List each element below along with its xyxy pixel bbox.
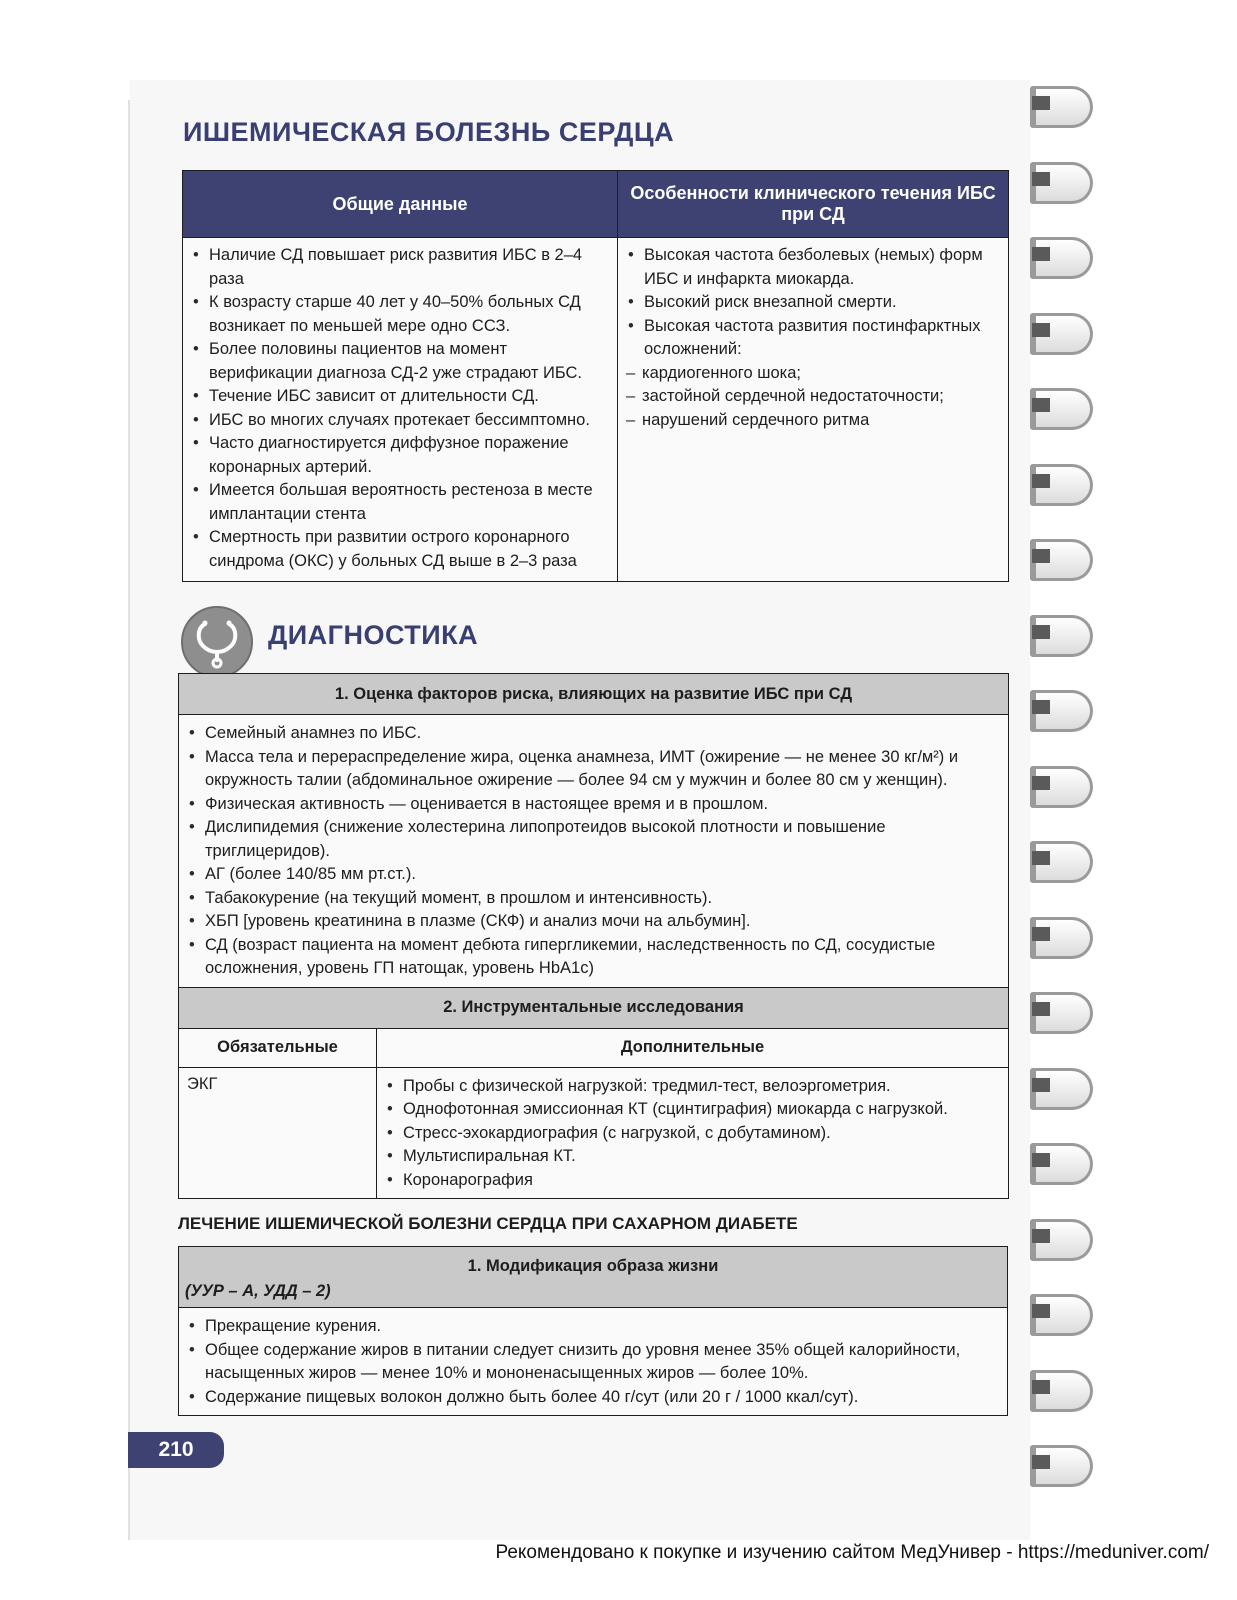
diagnostics-title: ДИАГНОСТИКА <box>268 620 479 650</box>
spiral-ring <box>1030 1441 1086 1487</box>
spiral-ring <box>1030 988 1086 1034</box>
list-item: • Физическая активность — оценивается в настоящее время и в прошлом. <box>185 793 1000 817</box>
spiral-ring <box>1030 1290 1086 1336</box>
risk-factors-header: 1. Оценка факторов риска, влияющих на развитие ИБС при СД <box>179 674 1009 715</box>
spiral-ring <box>1030 837 1086 883</box>
list-item: • АГ (более 140/85 мм рт.ст.). <box>185 863 1000 887</box>
list-item: • Высокий риск внезапной смерти. <box>624 291 1000 315</box>
list-item: • ХБП [уровень креатинина в плазме (СКФ) и анализ мочи на альбумин]. <box>185 910 1000 934</box>
spiral-ring <box>1030 611 1086 657</box>
list-item: • ИБС во многих случаях протекает бессимптомно. <box>189 409 609 433</box>
page-number: 210 <box>128 1432 224 1468</box>
additional-cell <box>377 1067 1009 1199</box>
list-item: • Высокая частота безболевых (немых) форм ИБС и инфаркта миокарда. <box>624 244 1000 291</box>
list-item: • Дислипидемия (снижение холестерина липопротеидов высокой плотности и повышение триглицеридов). <box>185 816 1000 863</box>
treatment-table <box>178 1246 1008 1416</box>
list-item: • Часто диагностируется диффузное поражение коронарных артерий. <box>189 432 609 479</box>
spiral-ring <box>1030 82 1086 128</box>
spiral-ring <box>1030 309 1086 355</box>
required-header: Обязательные <box>179 1028 377 1067</box>
overview-col2-header: Особенности клинического течения ИБС при СД <box>618 171 1009 238</box>
spiral-ring <box>1030 686 1086 732</box>
spiral-ring <box>1030 1139 1086 1185</box>
list-item: • Мультиспиральная КТ. <box>383 1145 1000 1169</box>
spiral-ring <box>1030 913 1086 959</box>
lifestyle-cell <box>179 1308 1008 1416</box>
spiral-ring <box>1030 1064 1086 1110</box>
list-item: • Масса тела и перераспределение жира, оценка анамнеза, ИМТ (ожирение — не менее 30 кг/м²) и окружность талии (абдоминальное ожирение — более 94 см у мужчин и более 80 см у женщин). <box>185 746 1000 793</box>
list-item: • СД (возраст пациента на момент дебюта гипергликемии, наследственность по СД, сосудистые осложнения, уровень ГП натощак, уровень HbA1c) <box>185 934 1000 981</box>
diagnostics-table <box>178 673 1009 1199</box>
list-item: • Пробы с физической нагрузкой: тредмил-тест, велоэргометрия. <box>383 1075 1000 1099</box>
list-item: • К возрасту старше 40 лет у 40–50% больных СД возникает по меньшей мере одно ССЗ. <box>189 291 609 338</box>
page-title: ИШЕМИЧЕСКАЯ БОЛЕЗНЬ СЕРДЦА <box>183 117 675 147</box>
stethoscope-icon <box>181 606 253 678</box>
spiral-ring <box>1030 762 1086 808</box>
spiral-ring <box>1030 233 1086 279</box>
sub-list-item: – нарушений сердечного ритма <box>624 409 1000 433</box>
spiral-ring <box>1030 1215 1086 1261</box>
list-item: • Наличие СД повышает риск развития ИБС в 2–4 раза <box>189 244 609 291</box>
spiral-ring <box>1030 535 1086 581</box>
list-item: • Более половины пациентов на момент верификации диагноза СД-2 уже страдают ИБС. <box>189 338 609 385</box>
spiral-ring <box>1030 1366 1086 1412</box>
list-item: • Прекращение курения. <box>185 1315 999 1339</box>
overview-table <box>182 170 1009 582</box>
list-item: • Содержание пищевых волокон должно быть более 40 г/сут (или 20 г / 1000 ккал/сут). <box>185 1386 999 1410</box>
treatment-title: ЛЕЧЕНИЕ ИШЕМИЧЕСКОЙ БОЛЕЗНИ СЕРДЦА ПРИ САХАРНОМ ДИАБЕТЕ <box>178 1214 798 1233</box>
list-item: • Табакокурение (на текущий момент, в прошлом и интенсивность). <box>185 887 1000 911</box>
list-item: • Общее содержание жиров в питании следует снизить до уровня менее 35% общей калорийности, насыщенных жиров — менее 10% и мононенасыщенных жиров — более 10%. <box>185 1339 999 1386</box>
instrumental-header: 2. Инструментальные исследования <box>179 987 1009 1028</box>
page-edge <box>128 100 130 1540</box>
spiral-ring <box>1030 460 1086 506</box>
lifestyle-title: 1. Модификация образа жизни <box>467 1257 719 1275</box>
overview-col1-header: Общие данные <box>183 171 618 238</box>
additional-header: Дополнительные <box>377 1028 1009 1067</box>
sub-list-item: – застойной сердечной недостаточности; <box>624 385 1000 409</box>
list-item: • Коронарография <box>383 1169 1000 1193</box>
required-cell: ЭКГ <box>179 1067 377 1199</box>
list-item: • Смертность при развитии острого коронарного синдрома (ОКС) у больных СД выше в 2–3 раза <box>189 526 609 573</box>
list-item: • Стресс-эхокардиография (с нагрузкой, с добутамином). <box>383 1122 1000 1146</box>
spiral-ring <box>1030 158 1086 204</box>
list-item: • Семейный анамнез по ИБС. <box>185 722 1000 746</box>
evidence-level: (УУР – А, УДД – 2) <box>185 1282 331 1300</box>
list-item: • Однофотонная эмиссионная КТ (сцинтиграфия) миокарда с нагрузкой. <box>383 1098 1000 1122</box>
lifestyle-header <box>179 1247 1008 1308</box>
risk-factors-cell <box>179 715 1009 988</box>
footer-note: Рекомендовано к покупке и изучению сайтом МедУнивер - https://meduniver.com/ <box>495 1542 1209 1563</box>
spiral-ring <box>1030 384 1086 430</box>
list-item: • Высокая частота развития постинфарктных осложнений: <box>624 315 1000 362</box>
overview-col1-cell <box>183 238 618 582</box>
list-item: • Имеется большая вероятность рестеноза в месте имплантации стента <box>189 479 609 526</box>
list-item: • Течение ИБС зависит от длительности СД. <box>189 385 609 409</box>
sub-list-item: – кардиогенного шока; <box>624 362 1000 386</box>
overview-col2-cell <box>618 238 1009 582</box>
